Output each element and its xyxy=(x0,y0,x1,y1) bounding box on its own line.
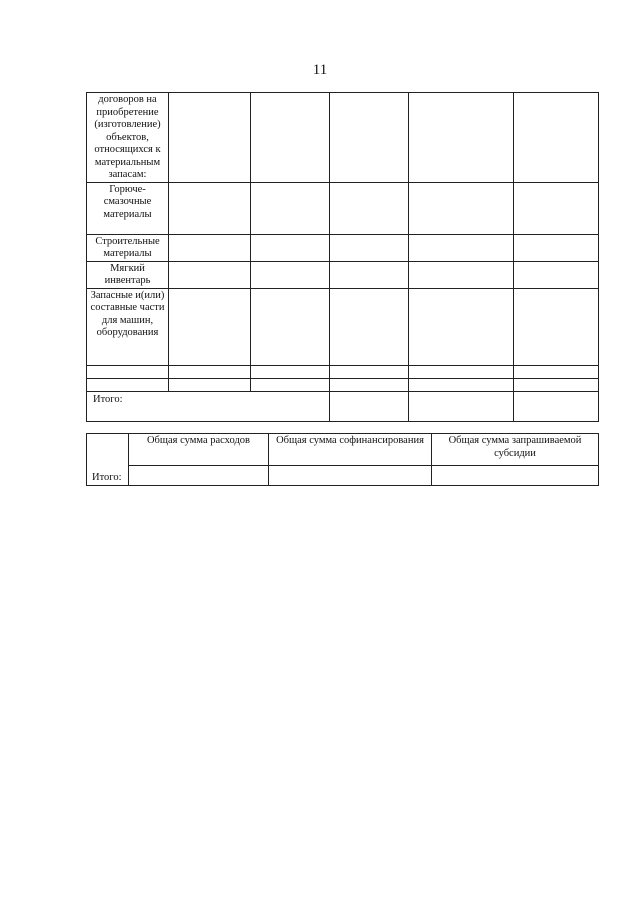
table-cell[interactable] xyxy=(514,261,599,288)
total-cell[interactable] xyxy=(409,391,514,421)
table-cell[interactable] xyxy=(251,365,330,378)
summary-value-row xyxy=(87,466,599,486)
row-label xyxy=(87,378,169,391)
table-cell[interactable] xyxy=(251,234,330,261)
page-number: 11 xyxy=(312,62,328,78)
table-cell[interactable] xyxy=(409,234,514,261)
summary-header-row xyxy=(87,434,599,466)
cofinancing-cell[interactable] xyxy=(269,466,432,486)
table-cell[interactable] xyxy=(169,261,251,288)
table-row xyxy=(87,261,599,288)
table-cell[interactable] xyxy=(330,93,409,183)
table-cell[interactable] xyxy=(251,378,330,391)
table-cell[interactable] xyxy=(330,182,409,234)
table-cell[interactable] xyxy=(514,93,599,183)
table-cell[interactable] xyxy=(330,234,409,261)
expenses-table xyxy=(86,92,599,422)
table-row xyxy=(87,378,599,391)
table-cell[interactable] xyxy=(514,288,599,365)
total-cell[interactable] xyxy=(330,391,409,421)
total-row xyxy=(87,391,599,421)
table-cell[interactable] xyxy=(514,182,599,234)
header-cofinancing: Общая сумма софинансирования xyxy=(269,434,432,466)
table-cell[interactable] xyxy=(409,261,514,288)
table-cell[interactable] xyxy=(169,288,251,365)
row-label: Горюче-смазочные материалы xyxy=(87,182,169,234)
table-cell[interactable] xyxy=(330,365,409,378)
table-cell[interactable] xyxy=(409,365,514,378)
table-cell[interactable] xyxy=(409,378,514,391)
table-cell[interactable] xyxy=(251,182,330,234)
table-cell[interactable] xyxy=(409,93,514,183)
table-row xyxy=(87,365,599,378)
table-cell[interactable] xyxy=(251,261,330,288)
row-label: Мягкий инвентарь xyxy=(87,261,169,288)
table-row xyxy=(87,234,599,261)
table-cell[interactable] xyxy=(169,365,251,378)
table-row xyxy=(87,288,599,365)
summary-table xyxy=(86,433,599,486)
table-cell[interactable] xyxy=(251,288,330,365)
total-expenses-cell[interactable] xyxy=(129,466,269,486)
row-label: договоров на приобретение (изготовление) объектов, относящихся к материальным запасам: xyxy=(87,93,169,183)
row-label: Строительные материалы xyxy=(87,234,169,261)
table-cell[interactable] xyxy=(514,365,599,378)
table-cell[interactable] xyxy=(169,234,251,261)
row-label xyxy=(87,365,169,378)
summary-total-label: Итого: xyxy=(87,434,129,486)
table-cell[interactable] xyxy=(251,93,330,183)
row-label: Запасные и(или) составные части для машин, оборудования xyxy=(87,288,169,365)
header-total-expenses: Общая сумма расходов xyxy=(129,434,269,466)
table-cell[interactable] xyxy=(409,182,514,234)
table-cell[interactable] xyxy=(330,378,409,391)
table-cell[interactable] xyxy=(169,182,251,234)
table-cell[interactable] xyxy=(169,378,251,391)
table-row xyxy=(87,93,599,183)
table-cell[interactable] xyxy=(409,288,514,365)
total-label: Итого: xyxy=(87,391,330,421)
table-cell[interactable] xyxy=(330,288,409,365)
table-cell[interactable] xyxy=(169,93,251,183)
header-requested-subsidy: Общая сумма запрашиваемой субсидии xyxy=(432,434,599,466)
table-cell[interactable] xyxy=(330,261,409,288)
table-cell[interactable] xyxy=(514,234,599,261)
table-row xyxy=(87,182,599,234)
total-cell[interactable] xyxy=(514,391,599,421)
requested-subsidy-cell[interactable] xyxy=(432,466,599,486)
table-cell[interactable] xyxy=(514,378,599,391)
